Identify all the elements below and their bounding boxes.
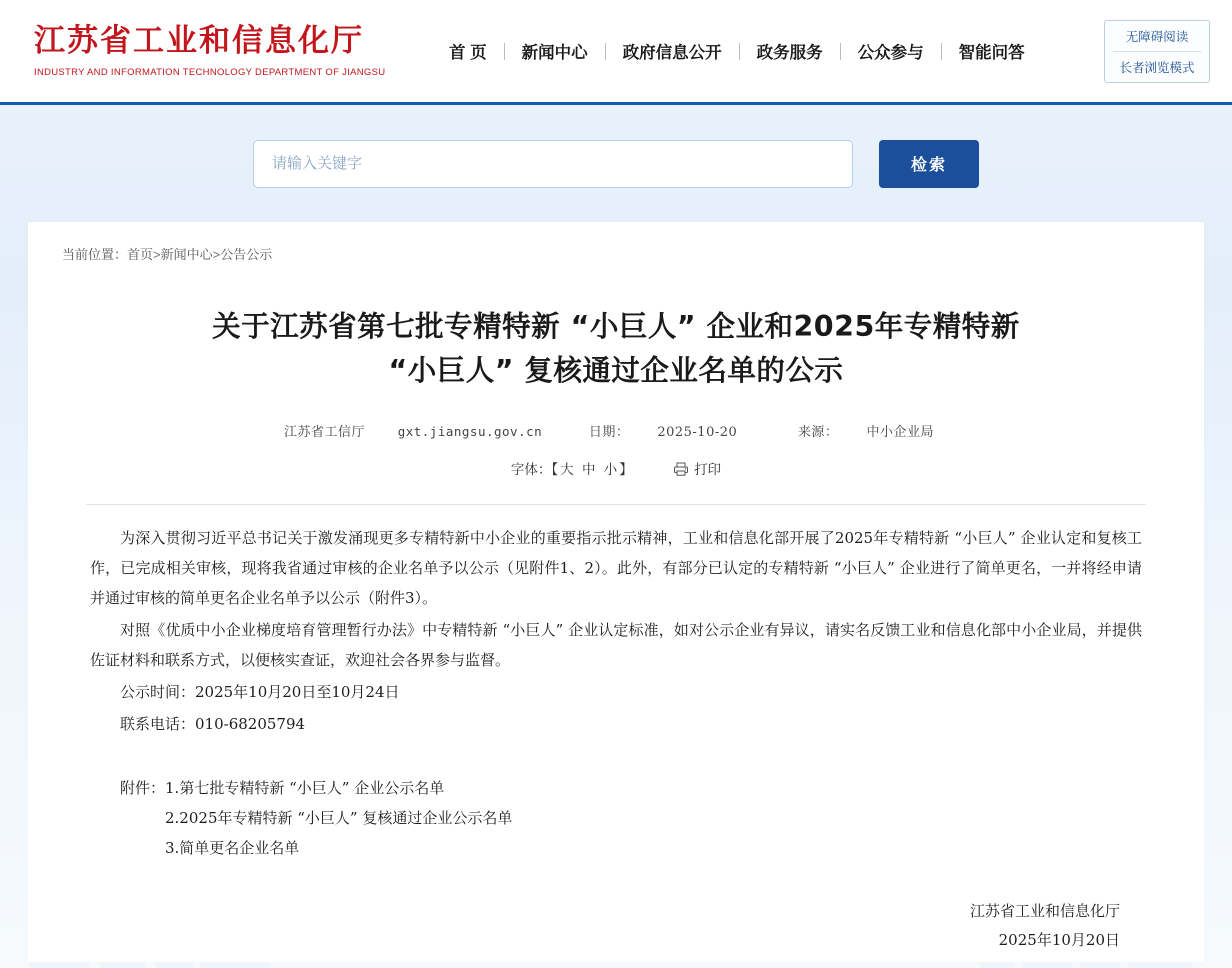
article-paragraph-2: 对照《优质中小企业梯度培育管理暂行办法》中专精特新 “小巨人” 企业认定标准，如对公示企业有异议，请实名反馈工业和信息化部中小企业局，并提供佐证材料和联系方式，以便核实查证，欢迎社会各界参与监督。 bbox=[90, 621, 1142, 670]
article-paragraph-4: 联系电话：010-68205794 bbox=[120, 715, 306, 734]
font-size-label-close: 】 bbox=[619, 462, 633, 479]
page-title-line2: “小巨人” 复核通过企业名单的公示 bbox=[388, 354, 844, 388]
meta-source-value: 中小企业局 bbox=[866, 425, 934, 441]
breadcrumb-item-home[interactable]: 首页 bbox=[127, 247, 154, 262]
attachment-line-3 bbox=[90, 833, 1142, 863]
article bbox=[28, 305, 1204, 954]
attachments-label: 附件： bbox=[120, 779, 166, 798]
article-toolbar bbox=[86, 458, 1146, 480]
signature-org: 江苏省工业和信息化厅 bbox=[969, 902, 1120, 921]
print-label: 打印 bbox=[694, 462, 722, 479]
attachment-item-1[interactable]: 1.第七批专精特新 “小巨人” 企业公示名单 bbox=[165, 779, 445, 798]
meta-date-label: 日期： bbox=[588, 425, 630, 441]
search-input[interactable] bbox=[253, 140, 853, 188]
attachments bbox=[86, 773, 1146, 863]
meta-source bbox=[784, 425, 948, 440]
article-paragraph-3: 公示时间：2025年10月20日至10月24日 bbox=[120, 683, 400, 702]
meta-date-value: 2025-10-20 bbox=[657, 425, 738, 441]
logo-title-en: INDUSTRY AND INFORMATION TECHNOLOGY DEPARTMENT OF JIANGSU bbox=[34, 66, 386, 78]
attachment-item-2[interactable]: 2.2025年专精特新 “小巨人” 复核通过企业公示名单 bbox=[165, 809, 513, 828]
attachment-line-1 bbox=[90, 773, 1142, 803]
attachment-line-2 bbox=[90, 803, 1142, 833]
nav-item-smart-qa[interactable]: 智能问答 bbox=[958, 44, 1025, 62]
site-logo[interactable] bbox=[22, 24, 402, 78]
content-card bbox=[28, 222, 1204, 962]
breadcrumb-prefix: 当前位置： bbox=[62, 247, 128, 262]
page-title bbox=[86, 305, 1146, 393]
nav-item-news[interactable]: 新闻中心 bbox=[521, 44, 588, 62]
search-band bbox=[0, 105, 1232, 222]
font-size-label: 字体：【 bbox=[510, 462, 559, 479]
breadcrumb-separator: > bbox=[153, 247, 161, 262]
page-title-line1: 关于江苏省第七批专精特新 “小巨人” 企业和2025年专精特新 bbox=[212, 310, 1020, 343]
font-size-medium-button[interactable]: 中 bbox=[581, 462, 596, 479]
article-signature bbox=[86, 897, 1146, 954]
attachment-item-3[interactable]: 3.简单更名企业名单 bbox=[165, 839, 300, 858]
accessibility-box bbox=[1104, 20, 1210, 83]
logo-title-cn: 江苏省工业和信息化厅 bbox=[34, 23, 364, 60]
nav-item-home[interactable]: 首 页 bbox=[449, 44, 487, 62]
elder-mode-link[interactable]: 长者浏览模式 bbox=[1119, 60, 1195, 75]
meta-department: 江苏省工信厅 bbox=[284, 425, 366, 441]
meta-date bbox=[575, 425, 751, 440]
main-nav bbox=[402, 39, 1094, 63]
article-meta bbox=[86, 421, 1146, 440]
article-paragraph-1: 为深入贯彻习近平总书记关于激发涌现更多专精特新中小企业的重要指示批示精神，工业和信息化部开展了2025年专精特新 “小巨人” 企业认定和复核工作，已完成相关审核，现将我省通过审核的企业名单予以公示（见附件1、2）。此外，有部分已认定的专精特新 “小巨人” 企业进行了简单更名，一并将经申请并通过审核的简单更名企业名单予以公示（附件3）。 bbox=[90, 529, 1142, 608]
meta-source-label: 来源： bbox=[797, 425, 839, 441]
font-size-large-button[interactable]: 大 bbox=[560, 462, 574, 479]
meta-site: gxt.jiangsu.gov.cn bbox=[397, 424, 543, 440]
nav-item-gov-service[interactable]: 政务服务 bbox=[756, 44, 823, 62]
nav-item-gov-info[interactable]: 政府信息公开 bbox=[622, 44, 722, 62]
printer-icon bbox=[673, 462, 689, 480]
article-body bbox=[86, 505, 1146, 739]
nav-item-public-participation[interactable]: 公众参与 bbox=[857, 44, 924, 62]
breadcrumb-item-announcements[interactable]: 公告公示 bbox=[220, 247, 273, 262]
search-button[interactable]: 检索 bbox=[879, 140, 979, 188]
breadcrumb-separator: > bbox=[212, 247, 221, 262]
font-size-small-button[interactable]: 小 bbox=[603, 462, 618, 479]
accessibility-reading-link[interactable]: 无障碍阅读 bbox=[1113, 27, 1201, 52]
print-button[interactable] bbox=[673, 462, 721, 478]
breadcrumb bbox=[28, 222, 1204, 263]
signature-date: 2025年10月20日 bbox=[998, 930, 1120, 949]
site-header bbox=[0, 0, 1232, 105]
breadcrumb-item-news[interactable]: 新闻中心 bbox=[160, 247, 213, 262]
